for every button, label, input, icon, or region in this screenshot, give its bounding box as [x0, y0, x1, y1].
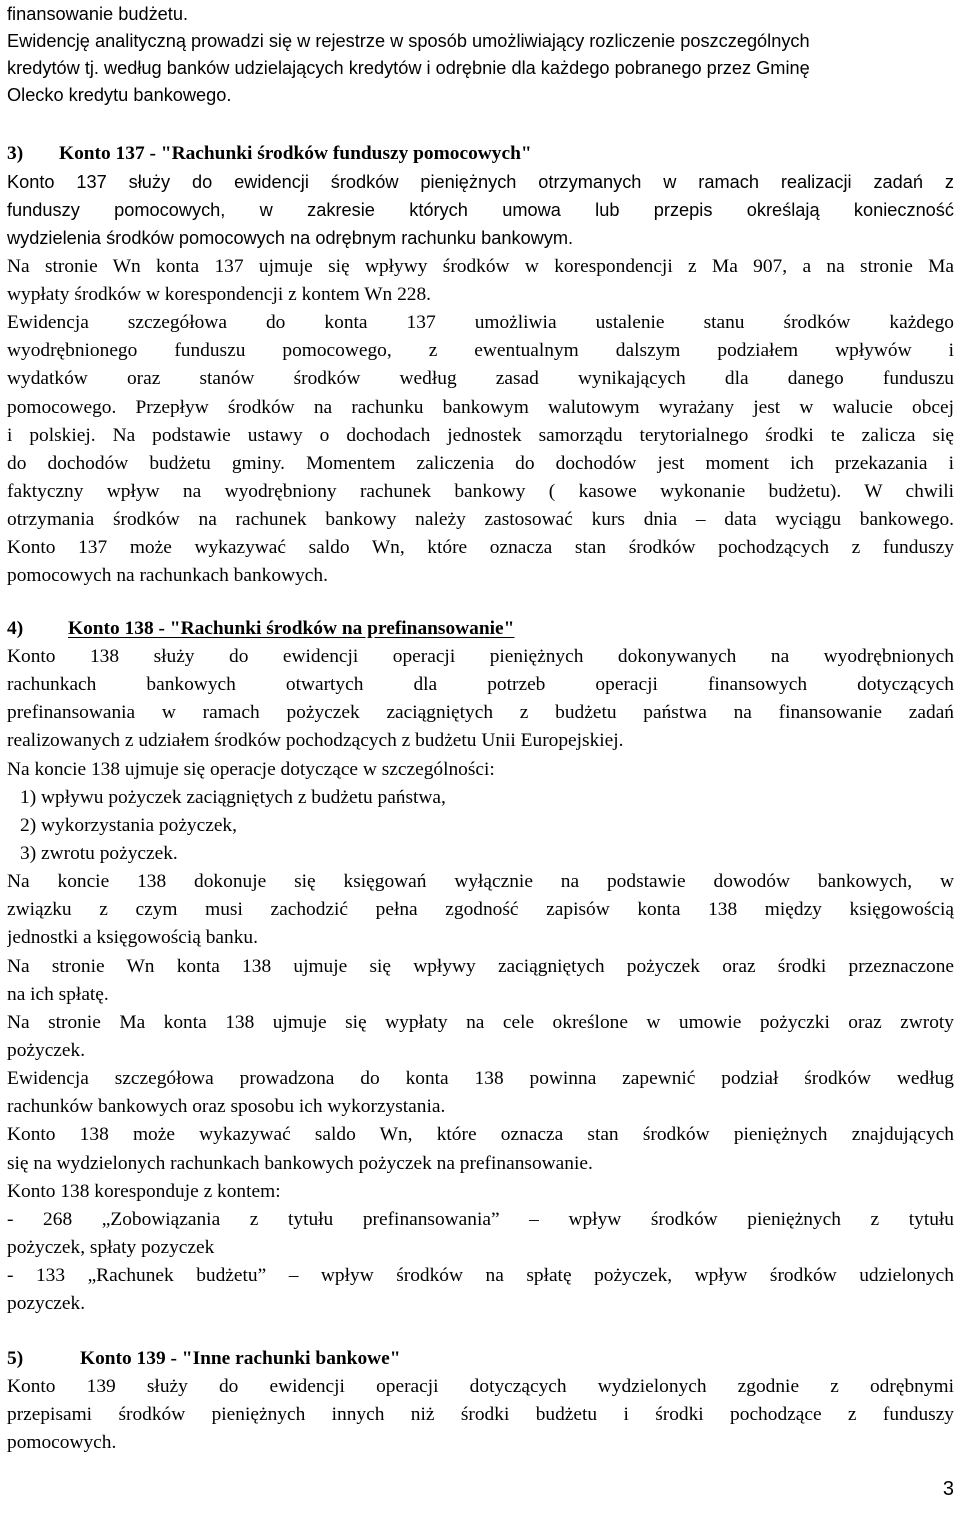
s3-line-4: Na stronie Wn konta 137 ujmuje się wpływy środków w korespondencji z Ma 907, a na stronie Ma — [7, 256, 954, 277]
s5-line-1: Konto 139 służy do ewidencji operacji dotyczących wydzielonych zgodnie z odrębnymi — [7, 1376, 954, 1397]
section-4-heading — [7, 615, 954, 643]
intro-line-4: Olecko kredytu bankowego. — [7, 85, 232, 105]
s4-line-21: - 268 „Zobowiązania z tytułu prefinansowania” – wpływ środków pieniężnych z tytułu — [7, 1209, 954, 1230]
s4-line-17: rachunków bankowych oraz sposobu ich wykorzystania. — [7, 1096, 446, 1117]
s3-line-3: wydzielenia środków pomocowych na odrębnym rachunku bankowym. — [7, 228, 574, 248]
section-3-title: Konto 137 - "Rachunki środków funduszy pomocowych" — [59, 143, 532, 164]
intro-line-2: Ewidencję analityczną prowadzi się w rejestrze w sposób umożliwiający rozliczenie poszczególnych — [7, 31, 810, 51]
s3-line-14: Konto 137 może wykazywać saldo Wn, które oznacza stan środków pochodzących z funduszy — [7, 537, 954, 558]
s4-line-13: na ich spłatę. — [7, 984, 109, 1005]
s3-line-1: Konto 137 służy do ewidencji środków pieniężnych otrzymanych w ramach realizacji zadań z — [7, 172, 954, 192]
s3-line-10: i polskiej. Na podstawie ustawy o dochodach jednostek samorządu terytorialnego środki te zalicza się — [7, 425, 954, 446]
s3-line-7: wyodrębnionego funduszu pomocowego, z ewentualnym dalszym podziałem wpływów i — [7, 340, 954, 361]
s4-list-item-3: 3) zwrotu pożyczek. — [20, 843, 178, 864]
section-3-number: 3) — [7, 143, 24, 164]
s3-line-2: funduszy pomocowych, w zakresie których umowa lub przepis określają konieczność — [7, 200, 954, 220]
s4-line-10: związku z czym musi zachodzić pełna zgodność zapisów konta 138 między księgowością — [7, 899, 954, 920]
section-5-number: 5) — [7, 1348, 24, 1369]
s4-line-11: jednostki a księgowością banku. — [7, 927, 258, 948]
section-4-number: 4) — [7, 618, 24, 639]
section-5-heading — [7, 1345, 954, 1373]
s4-line-5: Na koncie 138 ujmuje się operacje dotyczące w szczególności: — [7, 759, 495, 780]
s4-line-19: się na wydzielonych rachunkach bankowych pożyczek na prefinansowanie. — [7, 1153, 593, 1174]
s4-line-22: pożyczek, spłaty pozyczek — [7, 1237, 215, 1258]
s4-line-1: Konto 138 służy do ewidencji operacji pieniężnych dokonywanych na wyodrębnionych — [7, 646, 954, 667]
s4-line-20: Konto 138 koresponduje z kontem: — [7, 1181, 281, 1202]
intro-line-1: finansowanie budżetu. — [7, 4, 188, 24]
s4-line-12: Na stronie Wn konta 138 ujmuje się wpływy zaciągniętych pożyczek oraz środki przeznaczone — [7, 956, 954, 977]
s3-line-6: Ewidencja szczegółowa do konta 137 umożliwia ustalenie stanu środków każdego — [7, 312, 954, 333]
s3-line-8: wydatków oraz stanów środków według zasad wynikających dla danego funduszu — [7, 368, 954, 389]
s3-line-11: do dochodów budżetu gminy. Momentem zaliczenia do dochodów jest moment ich przekazania i — [7, 453, 954, 474]
s5-line-3: pomocowych. — [7, 1432, 117, 1453]
s3-line-13: otrzymania środków na rachunek bankowy należy zastosować kurs dnia – data wyciągu bankowego. — [7, 509, 954, 530]
s4-line-14: Na stronie Ma konta 138 ujmuje się wypłaty na cele określone w umowie pożyczki oraz zwroty — [7, 1012, 954, 1033]
s4-list-item-1: 1) wpływu pożyczek zaciągniętych z budżetu państwa, — [20, 787, 446, 808]
s4-line-24: pozyczek. — [7, 1293, 86, 1314]
s4-line-16: Ewidencja szczegółowa prowadzona do konta 138 powinna zapewnić podział środków według — [7, 1068, 954, 1089]
s4-line-4: realizowanych z udziałem środków pochodzących z budżetu Unii Europejskiej. — [7, 730, 624, 751]
intro-line-3: kredytów tj. według banków udzielających kredytów i odrębnie dla każdego pobranego przez Gminę — [7, 58, 810, 78]
s3-line-5: wypłaty środków w korespondencji z kontem Wn 228. — [7, 284, 432, 305]
section-4-title: Konto 138 - "Rachunki środków na prefinansowanie" — [68, 618, 515, 639]
section-3-heading — [7, 140, 954, 168]
s3-line-15: pomocowych na rachunkach bankowych. — [7, 565, 328, 586]
s5-line-2: przepisami środków pieniężnych innych niż środki budżetu i środki pochodzące z funduszy — [7, 1404, 954, 1425]
s4-line-2: rachunkach bankowych otwartych dla potrzeb operacji finansowych dotyczących — [7, 674, 954, 695]
s4-line-15: pożyczek. — [7, 1040, 86, 1061]
s4-line-18: Konto 138 może wykazywać saldo Wn, które oznacza stan środków pieniężnych znajdujących — [7, 1124, 954, 1145]
s4-line-23: - 133 „Rachunek budżetu” – wpływ środków na spłatę pożyczek, wpływ środków udzielonych — [7, 1265, 954, 1286]
page-number: 3 — [942, 1478, 954, 1500]
s4-line-3: prefinansowania w ramach pożyczek zaciągniętych z budżetu państwa na finansowanie zadań — [7, 702, 954, 723]
s4-list-item-2: 2) wykorzystania pożyczek, — [20, 815, 237, 836]
s3-line-12: faktyczny wpływ na wyodrębniony rachunek bankowy ( kasowe wykonanie budżetu). W chwili — [7, 481, 954, 502]
section-5-title: Konto 139 - "Inne rachunki bankowe" — [80, 1348, 401, 1369]
s4-line-9: Na koncie 138 dokonuje się księgowań wyłącznie na podstawie dowodów bankowych, w — [7, 871, 954, 892]
s3-line-9: pomocowego. Przepływ środków na rachunku bankowym walutowym wyrażany jest w walucie obcej — [7, 397, 954, 418]
